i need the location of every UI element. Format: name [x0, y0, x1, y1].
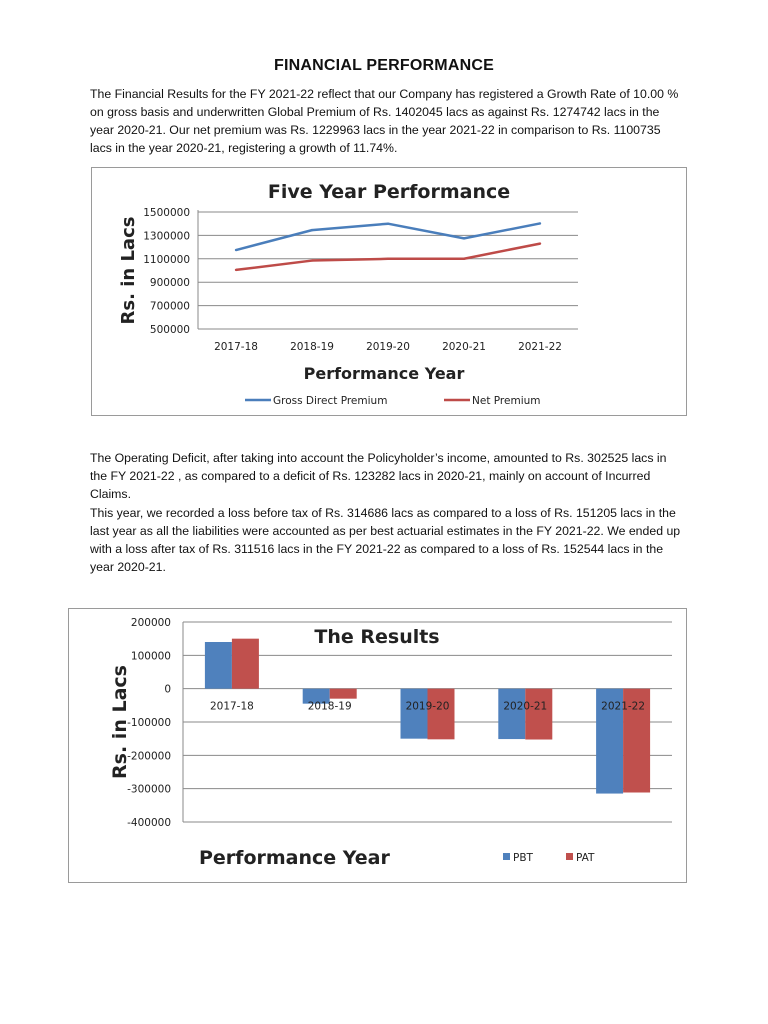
y-tick-label: 1100000 [143, 253, 190, 266]
paragraph-premium-growth: The Financial Results for the FY 2021-22 reflect that our Company has registered a Growth Rate of 10.00 % on gross basis and underwritten Global Premium of Rs. 1402045 lacs as against Rs. 1274742 lacs in the year 2020-21. Our net premium was Rs. 1229963 lacs in the year 2021-22 in comparison to Rs. 1100735 lacs in the year 2020-21, registering a growth of 11.74%. [90, 87, 679, 155]
legend-label: Net Premium [472, 395, 541, 407]
y-tick-label: 200000 [130, 617, 171, 629]
legend-label: Gross Direct Premium [273, 395, 388, 407]
x-axis-label: Performance Year [199, 847, 390, 869]
line-chart-svg [92, 168, 686, 415]
results-bar-chart [68, 608, 687, 883]
x-tick-label: 2019-20 [405, 700, 450, 713]
paragraph-operating-deficit: The Operating Deficit, after taking into account the Policyholder’s income, amounted to Rs. 302525 lacs in the FY 2021-22 , as compared to a deficit of Rs. 123282 lacs in 2020-21, mainly on account of Incurred Claims. [90, 451, 667, 501]
bar-pbt [401, 689, 428, 739]
page-title: FINANCIAL PERFORMANCE [274, 57, 494, 74]
legend-swatch [566, 853, 573, 860]
y-tick-label: 100000 [130, 650, 171, 663]
x-tick-label: 2021-22 [518, 341, 562, 353]
x-tick-label: 2020-21 [503, 700, 548, 713]
y-tick-label: 1500000 [143, 207, 190, 219]
bar-pat [232, 639, 259, 689]
y-axis-label: Rs. in Lacs [118, 216, 139, 325]
x-tick-label: 2020-21 [442, 341, 486, 353]
legend-label: PAT [576, 852, 595, 864]
data-point [539, 222, 541, 224]
series-line-1 [236, 223, 540, 250]
y-tick-label: 1300000 [143, 230, 190, 243]
data-point [235, 249, 237, 251]
five-year-performance-chart [91, 167, 687, 416]
x-tick-label: 2017-18 [214, 341, 258, 353]
data-point [311, 229, 313, 231]
data-point [539, 242, 541, 244]
y-tick-label: 700000 [149, 300, 190, 313]
bar-pat [428, 689, 455, 740]
data-point [463, 237, 465, 239]
y-tick-label: 500000 [149, 324, 190, 336]
y-tick-label: 900000 [149, 277, 190, 290]
series-line-2 [236, 244, 540, 270]
y-tick-label: -400000 [127, 817, 171, 829]
legend-label: PBT [513, 852, 533, 864]
x-tick-label: 2018-19 [307, 700, 352, 713]
x-axis-label: Performance Year [303, 364, 465, 383]
chart-title: Five Year Performance [267, 181, 511, 203]
data-point [463, 258, 465, 260]
y-tick-label: -300000 [127, 783, 171, 796]
paragraph-loss-before-after-tax: This year, we recorded a loss before tax of Rs. 314686 lacs as compared to a loss of Rs. 151205 lacs in the last year as all the liabilities were accounted as per best actuarial estimates in the FY 2021-22. We ended up with a loss after tax of Rs. 311516 lacs in the FY 2021-22 as compared to a loss of Rs. 152544 lacs in the year 2020-21. [90, 506, 681, 574]
bar-pat [330, 689, 357, 699]
data-point [387, 258, 389, 260]
x-tick-label: 2021-22 [601, 700, 646, 713]
bar-chart-svg [69, 609, 686, 882]
y-tick-label: -200000 [127, 750, 171, 763]
data-point [235, 269, 237, 271]
x-tick-label: 2019-20 [366, 341, 410, 353]
chart-title: The Results [314, 626, 440, 648]
legend-swatch [503, 853, 510, 860]
x-tick-label: 2017-18 [209, 700, 254, 713]
data-point [311, 259, 313, 261]
data-point [387, 223, 389, 225]
x-tick-label: 2018-19 [290, 341, 334, 353]
bar-pbt [498, 689, 525, 739]
y-tick-label: 0 [164, 683, 171, 696]
y-axis-label: Rs. in Lacs [109, 665, 131, 779]
bar-pat [525, 689, 552, 740]
y-tick-label: -100000 [127, 717, 171, 729]
bar-pbt [205, 642, 232, 689]
